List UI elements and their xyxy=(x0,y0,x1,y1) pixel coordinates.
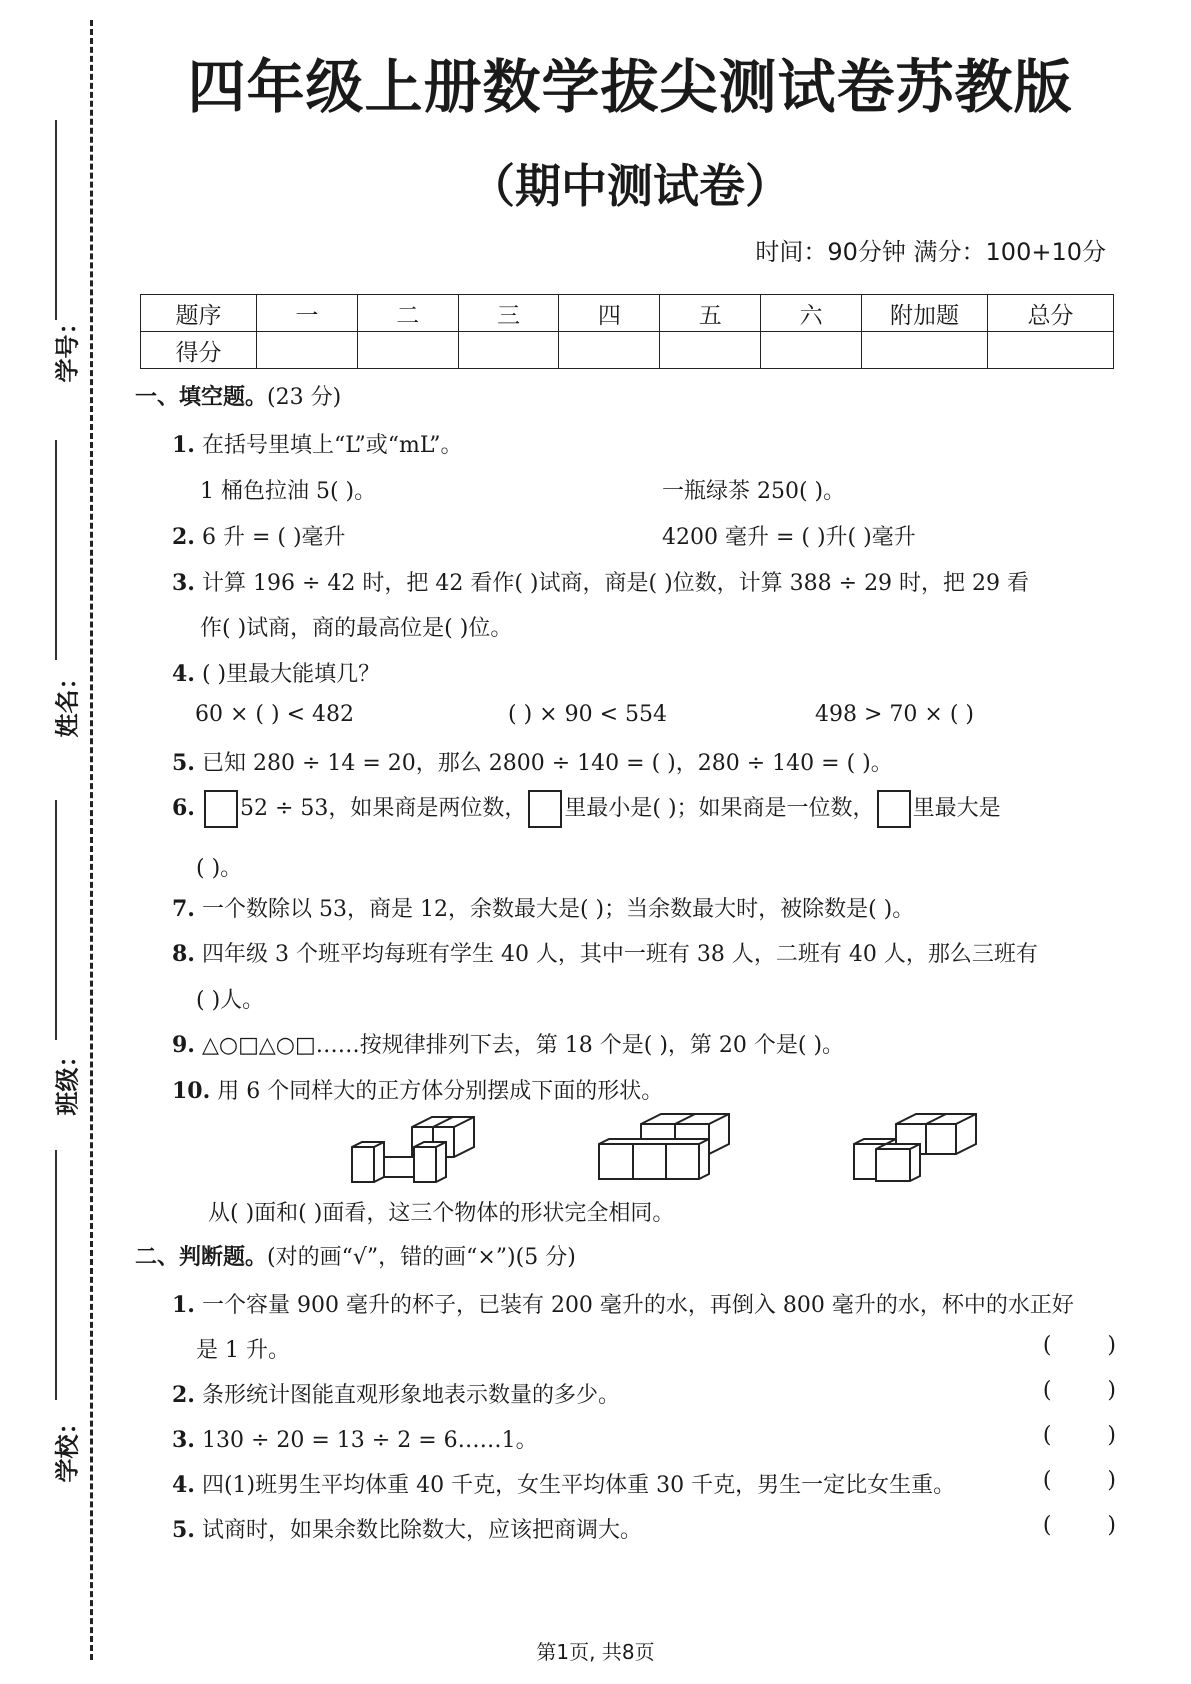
question-10 xyxy=(172,1074,663,1105)
question-6 xyxy=(172,790,1001,828)
question-5 xyxy=(172,746,893,777)
page-title: 四年级上册数学拔尖测试卷苏教版 xyxy=(187,53,1073,121)
score-table xyxy=(140,294,1114,369)
question-3-line2: 作( )试商，商的最高位是( )位。 xyxy=(200,616,513,641)
question-text: 130 ÷ 20 = 13 ÷ 2 = 6……1。 xyxy=(201,1428,538,1453)
answer-parentheses[interactable]: ( ) xyxy=(1042,1378,1116,1403)
cube-figure-1 xyxy=(350,1115,490,1185)
class-label: 班级： xyxy=(53,1043,82,1116)
question-2b: 4200 毫升 = ( )升( )毫升 xyxy=(662,525,916,550)
question-text: 四(1)班男生平均体重 40 千克，女生平均体重 30 千克，男生一定比女生重。 xyxy=(201,1473,956,1498)
table-cell: 五 xyxy=(660,295,761,332)
question-text: 试商时，如果余数比除数大，应该把商调大。 xyxy=(201,1518,642,1543)
table-cell: 得分 xyxy=(141,332,257,369)
judge-item-5 xyxy=(172,1513,642,1544)
question-4a: 60 × ( ) < 482 xyxy=(195,702,354,727)
table-cell: 三 xyxy=(458,295,559,332)
question-text: 52 ÷ 53，如果商是两位数， xyxy=(239,796,527,821)
question-number: 7. xyxy=(172,896,195,922)
school-label: 学校： xyxy=(53,1410,82,1483)
question-number: 10. xyxy=(172,1078,211,1104)
question-text: 计算 196 ÷ 42 时，把 42 看作( )试商，商是( )位数，计算 388 ÷ 29 时，把 29 看 xyxy=(201,571,1030,596)
question-number: 3. xyxy=(172,570,195,596)
question-text: ( )里最大能填几？ xyxy=(201,662,381,687)
question-1 xyxy=(172,428,463,459)
answer-parentheses[interactable]: ( ) xyxy=(1042,1513,1116,1538)
blank-box[interactable] xyxy=(204,790,238,828)
score-table-score-row xyxy=(141,332,1114,369)
question-2a xyxy=(172,520,346,551)
question-8 xyxy=(172,937,1038,968)
question-text: 条形统计图能直观形象地表示数量的多少。 xyxy=(201,1383,620,1408)
question-text: 里最小是( )；如果商是一位数， xyxy=(564,796,875,821)
section-heading xyxy=(135,380,341,411)
answer-parentheses[interactable]: ( ) xyxy=(1042,1423,1116,1448)
question-text: △○□△○□……按规律排列下去，第 18 个是( )，第 20 个是( )。 xyxy=(201,1033,845,1058)
judge-item-1-line2: 是 1 升。 xyxy=(196,1338,290,1363)
school-line xyxy=(55,1150,57,1400)
question-number: 3. xyxy=(172,1427,195,1453)
score-input-cell[interactable] xyxy=(988,332,1114,369)
question-text: 四年级 3 个班平均每班有学生 40 人，其中一班有 38 人，二班有 40 人，那么三班有 xyxy=(201,942,1038,967)
page-subtitle: （期中测试卷） xyxy=(469,159,791,213)
question-number: 1. xyxy=(172,432,195,458)
page-footer: 第1页, 共8页 xyxy=(536,1640,655,1664)
table-cell: 附加题 xyxy=(862,295,988,332)
question-1b: 一瓶绿茶 250( )。 xyxy=(662,479,846,504)
judge-item-4 xyxy=(172,1468,955,1499)
question-number: 1. xyxy=(172,1292,195,1318)
section-points: (23 分) xyxy=(267,385,342,410)
binding-dashed-line xyxy=(90,20,93,1660)
student-number-line xyxy=(55,120,57,320)
answer-parentheses[interactable]: ( ) xyxy=(1042,1468,1116,1493)
score-input-cell[interactable] xyxy=(559,332,660,369)
time-score-info: 时间：90分钟 满分：100+10分 xyxy=(755,238,1106,266)
table-cell: 四 xyxy=(559,295,660,332)
section-title: 一、填空题。 xyxy=(135,384,268,410)
question-6-line2: ( )。 xyxy=(196,856,243,881)
answer-parentheses[interactable]: ( ) xyxy=(1042,1333,1116,1358)
question-number: 8. xyxy=(172,941,195,967)
score-input-cell[interactable] xyxy=(862,332,988,369)
question-number: 5. xyxy=(172,750,195,776)
question-text: 已知 280 ÷ 14 = 20，那么 2800 ÷ 140 = ( )，280 ÷ 140 = ( )。 xyxy=(201,751,893,776)
question-number: 2. xyxy=(172,1382,195,1408)
question-number: 9. xyxy=(172,1032,195,1058)
section-title: 二、判断题。 xyxy=(135,1244,268,1270)
question-1a: 1 桶色拉油 5( )。 xyxy=(200,479,377,504)
question-text: 一个容量 900 毫升的杯子，已装有 200 毫升的水，再倒入 800 毫升的水，杯中的水正好 xyxy=(201,1293,1074,1318)
question-3 xyxy=(172,566,1029,597)
question-text: 一个数除以 53，商是 12，余数最大是( )；当余数最大时，被除数是( )。 xyxy=(201,897,915,922)
student-number-label: 学号： xyxy=(53,310,82,383)
question-10-answer: 从( )面和( )面看，这三个物体的形状完全相同。 xyxy=(208,1201,675,1226)
name-line xyxy=(55,440,57,660)
question-text: 在括号里填上“L”或“mL”。 xyxy=(201,433,463,458)
blank-box[interactable] xyxy=(877,790,911,828)
cube-figure-3 xyxy=(852,1112,982,1182)
name-label: 姓名： xyxy=(53,665,82,738)
question-number: 4. xyxy=(172,661,195,687)
judge-item-1 xyxy=(172,1288,1074,1319)
question-number: 4. xyxy=(172,1472,195,1498)
question-number: 2. xyxy=(172,524,195,550)
cube-figure-2 xyxy=(597,1112,737,1182)
section-points: (对的画“√”，错的画“×”)(5 分) xyxy=(267,1245,576,1270)
question-9 xyxy=(172,1028,844,1059)
section-heading xyxy=(135,1240,576,1271)
question-text: 里最大是 xyxy=(912,796,1001,821)
question-text: 6 升 = ( )毫升 xyxy=(201,525,346,550)
score-table-header-row xyxy=(141,295,1114,332)
score-input-cell[interactable] xyxy=(357,332,458,369)
table-cell: 一 xyxy=(257,295,358,332)
table-cell: 二 xyxy=(357,295,458,332)
question-4b: ( ) × 90 < 554 xyxy=(508,702,667,727)
table-cell: 题序 xyxy=(141,295,257,332)
table-cell: 总分 xyxy=(988,295,1114,332)
class-line xyxy=(55,800,57,1040)
score-input-cell[interactable] xyxy=(257,332,358,369)
score-input-cell[interactable] xyxy=(458,332,559,369)
judge-item-3 xyxy=(172,1423,538,1454)
question-7 xyxy=(172,892,914,923)
question-number: 6. xyxy=(172,795,195,821)
score-input-cell[interactable] xyxy=(660,332,761,369)
blank-box[interactable] xyxy=(528,790,562,828)
question-number: 5. xyxy=(172,1517,195,1543)
question-4 xyxy=(172,657,380,688)
question-text: 用 6 个同样大的正方体分别摆成下面的形状。 xyxy=(217,1079,664,1104)
score-input-cell[interactable] xyxy=(761,332,862,369)
question-4c: 498 > 70 × ( ) xyxy=(815,702,974,727)
question-8-line2: ( )人。 xyxy=(196,988,265,1013)
judge-item-2 xyxy=(172,1378,620,1409)
table-cell: 六 xyxy=(761,295,862,332)
